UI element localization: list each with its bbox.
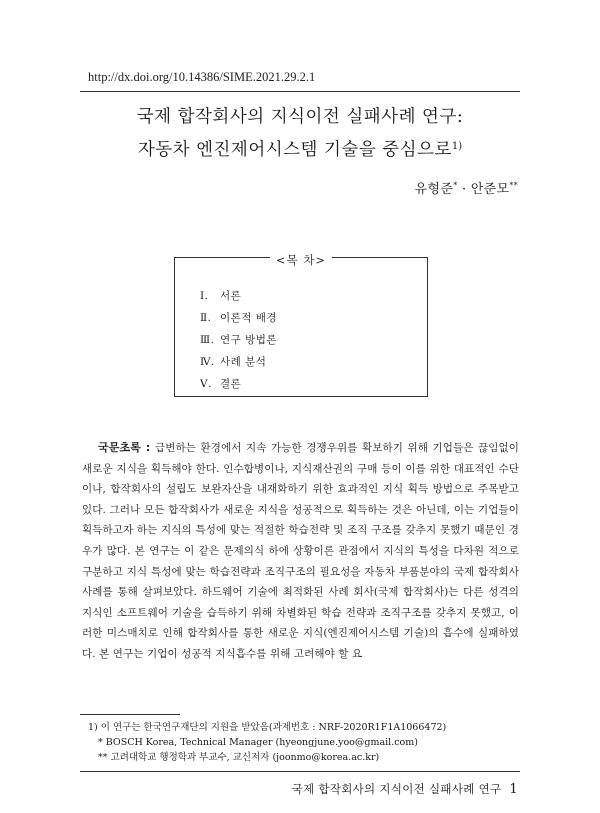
title-line-1: 국제 합작회사의 지식이전 실패사례 연구: xyxy=(136,107,464,127)
footnotes xyxy=(88,720,518,765)
top-rule xyxy=(80,91,520,92)
abstract-text: 급변하는 환경에서 지속 가능한 경쟁우위를 확보하기 위해 기업들은 끊임없이 새로운 지식을 획득해야 한다. 인수합병이나, 지식재산권의 구매 등이 이를 위한 대표적인 수단이나, 합작회사의 설립도 보완자산을 내재화하기 위한 효과적인 지식 획득 방법으로 주목받고 있다. 그러나 모든 합작회사가 새로운 지식을 성공적으로 획득하는 것은 아닌데, 이는 기업들이 획득하고자 하는 지식의 특성에 맞는 적절한 학습전략 및 조직 구조를 갖추지 못했기 때문인 경우가 많다. 본 연구는 이 같은 문제의식 하에 상황이론 관점에서 지식의 특성을 다차원 적으로 구분하고 지식 특성에 맞는 학습전략과 조직구조의 필요성을 자동차 부품분야의 국제 합작회사 사례를 통해 살펴보았다. 하드웨어 기술에 최적화된 사례 회사(국제 합작회사)는 다른 성격의 지식인 소프트웨어 기술을 습득하기 위해 차별화된 학습 전략과 조직구조를 갖추지 못했고, 이러한 미스매치로 인해 합작회사를 통한 새로운 지식(엔진제어시스템 기술)의 흡수에 실패하였다. 본 연구는 기업이 성공적 지식흡수를 위해 고려해야 할 요 xyxy=(82,442,519,660)
toc-item xyxy=(200,307,277,329)
toc-item xyxy=(200,351,277,373)
toc-item-label: 서론 xyxy=(220,290,242,302)
page-number: 1 xyxy=(509,782,518,797)
toc-item-number: Ⅲ. xyxy=(200,334,215,346)
toc-item-number: Ⅱ. xyxy=(200,312,212,324)
toc-item-label: 연구 방법론 xyxy=(220,334,278,346)
toc-title: <목 차> xyxy=(270,253,332,267)
footnote-author-2: ** 고려대학교 행정학과 부교수, 교신저자 (joonmo@korea.ac.kr) xyxy=(98,752,380,763)
running-footer-title: 국제 합작회사의 지식이전 실패사례 연구 xyxy=(291,782,502,796)
title-line-2-text: 자동차 엔진제어시스템 기술을 중심으로 xyxy=(137,140,452,160)
authors xyxy=(415,178,518,197)
author-2: 안준모 xyxy=(470,182,510,197)
toc-item-number: Ⅴ. xyxy=(200,378,212,390)
table-of-contents xyxy=(174,253,428,397)
paper-title xyxy=(80,103,520,165)
footnote-1: 1) 이 연구는 한국연구재단의 지원을 받았음(과제번호 : NRF-2020R1F1A1066472) xyxy=(88,722,447,733)
author-1-mark: * xyxy=(453,181,458,190)
author-1: 유형준 xyxy=(414,182,454,197)
footnote-rule xyxy=(80,714,180,715)
toc-item-label: 이론적 배경 xyxy=(220,312,278,324)
toc-item xyxy=(200,285,277,307)
toc-item-number: Ⅰ. xyxy=(200,290,209,302)
running-footer xyxy=(292,781,518,797)
abstract xyxy=(82,438,519,665)
author-2-mark: ** xyxy=(509,181,518,190)
abstract-label: 국문초록 : xyxy=(98,441,151,454)
author-separator: · xyxy=(461,182,467,197)
toc-item xyxy=(200,373,277,395)
title-line-2 xyxy=(80,132,520,165)
toc-item-label: 결론 xyxy=(220,378,242,390)
footnote-author-1: * BOSCH Korea, Technical Manager (hyeongjune.yoo@gmail.com) xyxy=(98,737,418,748)
toc-title-wrap xyxy=(175,249,427,268)
toc-item xyxy=(200,329,277,351)
bottom-rule xyxy=(80,771,520,772)
title-footnote-mark[interactable]: 1) xyxy=(451,141,463,152)
toc-item-number: Ⅳ. xyxy=(200,356,215,368)
toc-item-label: 사례 분석 xyxy=(220,356,267,368)
doi-link[interactable]: http://dx.doi.org/10.14386/SIME.2021.29.2.1 xyxy=(88,70,316,84)
toc-list xyxy=(200,285,277,395)
